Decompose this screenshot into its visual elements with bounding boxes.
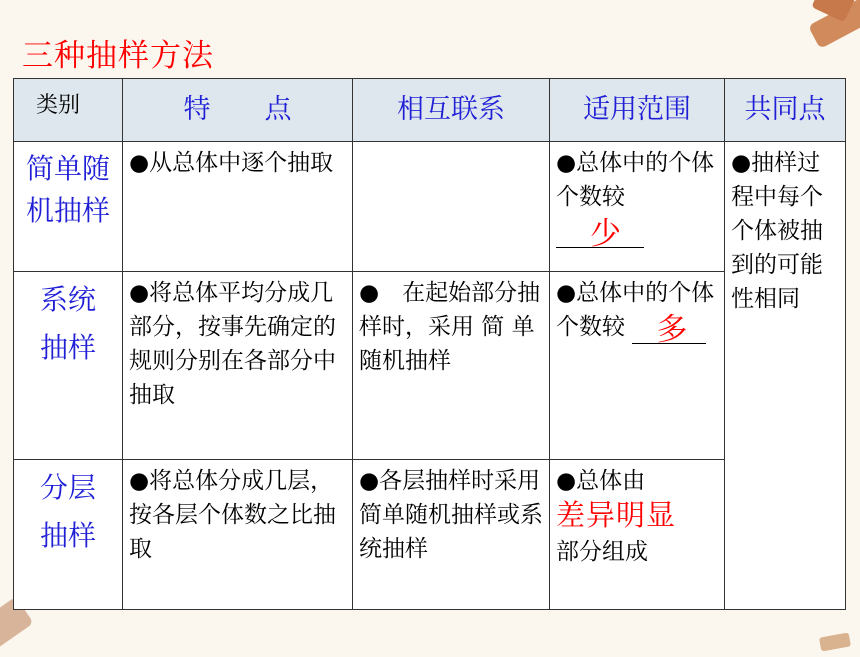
scope-after-stratified: 部分组成 xyxy=(556,539,648,565)
table-row-stratified xyxy=(14,460,846,610)
common-point: ●抽样过程中每个个体被抽到的可能性相同 xyxy=(725,142,846,610)
answer-fill-stratified xyxy=(556,498,718,535)
table-row-systematic xyxy=(14,272,846,460)
decoration-bottom-right xyxy=(819,633,851,652)
feature-stratified: ●将总体分成几层，按各层个体数之比抽取 xyxy=(123,460,353,610)
answer-blank xyxy=(632,312,706,348)
answer-fill: 少 xyxy=(590,216,621,252)
feature-simple-random: ●从总体中逐个抽取 xyxy=(123,142,353,272)
answer-fill: 多 xyxy=(656,312,688,348)
relation-simple-random xyxy=(353,142,550,272)
table-header-row xyxy=(14,79,846,142)
scope-text-systematic: ●总体中的个体个数较 xyxy=(556,280,715,340)
header-scope: 适用范围 xyxy=(550,79,725,142)
header-relation: 相互联系 xyxy=(353,79,550,142)
row-label-systematic-text: 系统抽样 xyxy=(39,283,96,364)
table-row-simple-random xyxy=(14,142,846,272)
header-features: 特 点 xyxy=(123,79,353,142)
answer-fill: 差异明显 xyxy=(556,498,677,532)
relation-systematic: ● 在起始部分抽样时，采用 简 单随机抽样 xyxy=(353,272,550,460)
row-label-simple-random: 简单随机抽样 xyxy=(14,142,123,272)
scope-systematic xyxy=(550,272,725,460)
scope-text-stratified: ●总体由 xyxy=(556,468,646,494)
row-label-stratified xyxy=(14,460,123,610)
header-category: 类别 xyxy=(14,79,123,142)
header-common: 共同点 xyxy=(725,79,846,142)
relation-stratified: ●各层抽样时采用简单随机抽样或系统抽样 xyxy=(353,460,550,610)
scope-stratified xyxy=(550,460,725,610)
scope-simple-random xyxy=(550,142,725,272)
row-label-stratified-text: 分层抽样 xyxy=(39,471,96,552)
scope-text-simple-random: ●总体中的个体个数较 xyxy=(556,150,715,210)
page-title: 三种抽样方法 xyxy=(22,38,214,74)
sampling-methods-table xyxy=(13,78,846,610)
answer-blank xyxy=(556,216,644,252)
feature-systematic: ●将总体平均分成几部分，按事先确定的规则分别在各部分中抽取 xyxy=(123,272,353,460)
row-label-systematic xyxy=(14,272,123,460)
